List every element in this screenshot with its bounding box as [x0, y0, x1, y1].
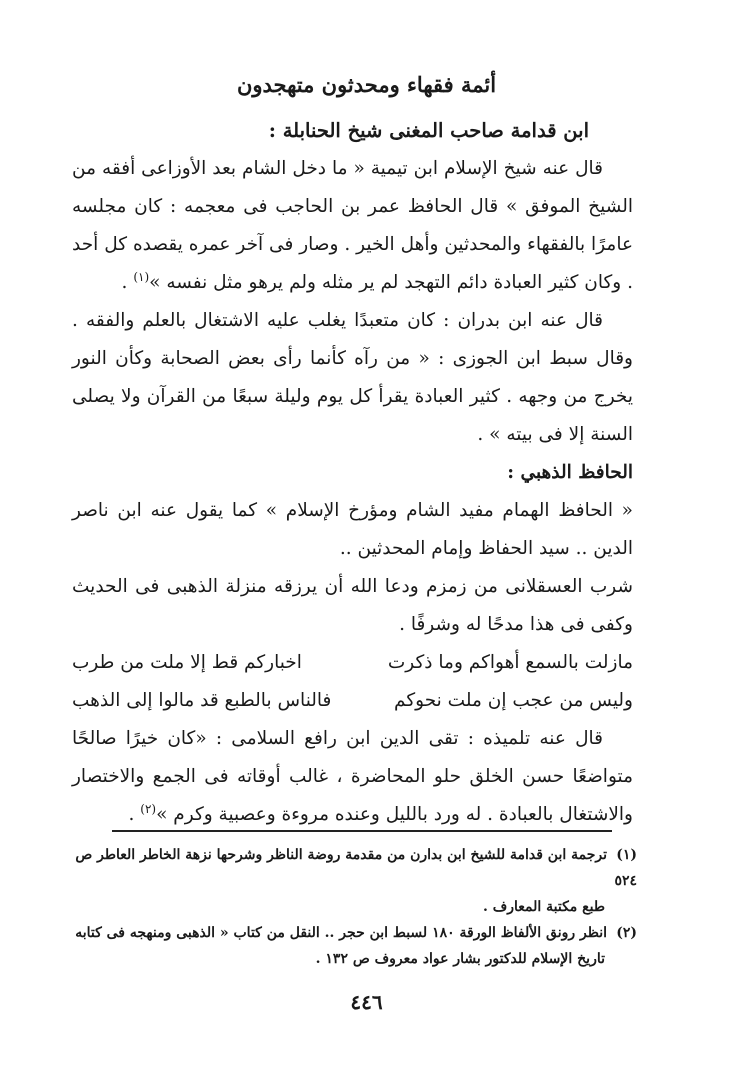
section-heading-ibn-qudama: ابن قدامة صاحب المغنى شيخ الحنابلة : — [268, 119, 589, 142]
paragraph-end: . — [121, 272, 134, 293]
main-text — [72, 112, 633, 834]
footnote-ref-1: (١) — [133, 269, 150, 284]
footnotes — [70, 842, 637, 972]
paragraph-ibn-qudama-2: قال عنه ابن بدران : كان متعبدًا يغلب عليه الاشتغال بالعلم والفقه . وقال سبط ابن الجوزى : « من رآه كأنما رأى بعض الصحابة وكأن النور يخرج من وجهه . كثير العبادة يقرأ كل يوم وليلة سبعًا من القرآن ولا يصلى السنة إلا فى بيته » . — [72, 310, 633, 445]
section-heading-dhahabi: الحافظ الذهبي : — [507, 462, 633, 483]
footnote-text: ترجمة ابن قدامة للشيخ ابن بدارن من مقدمة روضة الناظر وشرحها نزهة الخاطر العاطر ص ٥٢٤ — [75, 847, 637, 889]
poem-verse-1 — [72, 644, 633, 682]
verse-hemistich: مازلت بالسمع أهواكم وما ذكرت — [387, 652, 633, 673]
footnote-text-cont: تاريخ الإسلام للدكتور بشار عواد معروف ص ١٣٢ . — [315, 951, 605, 967]
poem-verse-2 — [72, 682, 633, 720]
page-number: ٤٤٦ — [350, 990, 383, 1014]
paragraph-dhahabi-1: « الحافظ الهمام مفيد الشام ومؤرخ الإسلام » كما يقول عنه ابن ناصر الدين .. سيد الحفاظ وإمام المحدثين .. — [72, 500, 633, 559]
footnote-text-cont: طبع مكتبة المعارف . — [482, 899, 605, 915]
paragraph-text: قال عنه تلميذه : تقى الدين ابن رافع السلامى : «كان خيرًا صالحًا متواضعًا حسن الخلق حلو المحاضرة ، غالب أوقاته فى الجمع والاختصار والاشتغال بالعبادة . له ورد بالليل وعنده مروءة وعصبية وكرم » — [72, 728, 633, 825]
paragraph-end: . — [128, 804, 141, 825]
verse-hemistich: فالناس بالطبع قد مالوا إلى الذهب — [72, 690, 332, 711]
footnote-number: (١) — [616, 847, 637, 863]
footnote-separator — [112, 830, 612, 832]
footnote-number: (٢) — [616, 925, 637, 941]
footnote-text: انظر رونق الألفاظ الورقة ١٨٠ لسبط ابن حجر .. النقل من كتاب « الذهبى ومنهجه فى كتابه — [75, 925, 607, 941]
paragraph-text: قال عنه شيخ الإسلام ابن تيمية « ما دخل الشام بعد الأوزاعى أفقه من الشيخ الموفق » قال الحافظ عمر بن الحاجب فى معجمه : كان مجلسه عامرًا بالفقهاء والمحدثين وأهل الخير . وصار فى آخر عمره يقصده كل أحد . وكان كثير العبادة دائم التهجد لم ير مثله ولم يرهو مثل نفسه » — [72, 158, 633, 293]
running-header: أئمة فقهاء ومحدثون متهجدون — [236, 72, 497, 97]
verse-hemistich: وليس من عجب إن ملت نحوكم — [394, 690, 633, 711]
paragraph-dhahabi-2: شرب العسقلانى من زمزم ودعا الله أن يرزقه منزلة الذهبى فى الحديث وكفى فى هذا مدحًا له وشرفًا . — [72, 576, 633, 635]
paragraph-ibn-qudama-1 — [72, 150, 633, 302]
footnote-1 — [70, 842, 637, 920]
footnote-2 — [70, 920, 637, 972]
verse-hemistich: اخباركم قط إلا ملت من طرب — [72, 652, 302, 673]
footnote-ref-2: (٢) — [140, 801, 157, 816]
paragraph-dhahabi-3 — [72, 720, 633, 834]
